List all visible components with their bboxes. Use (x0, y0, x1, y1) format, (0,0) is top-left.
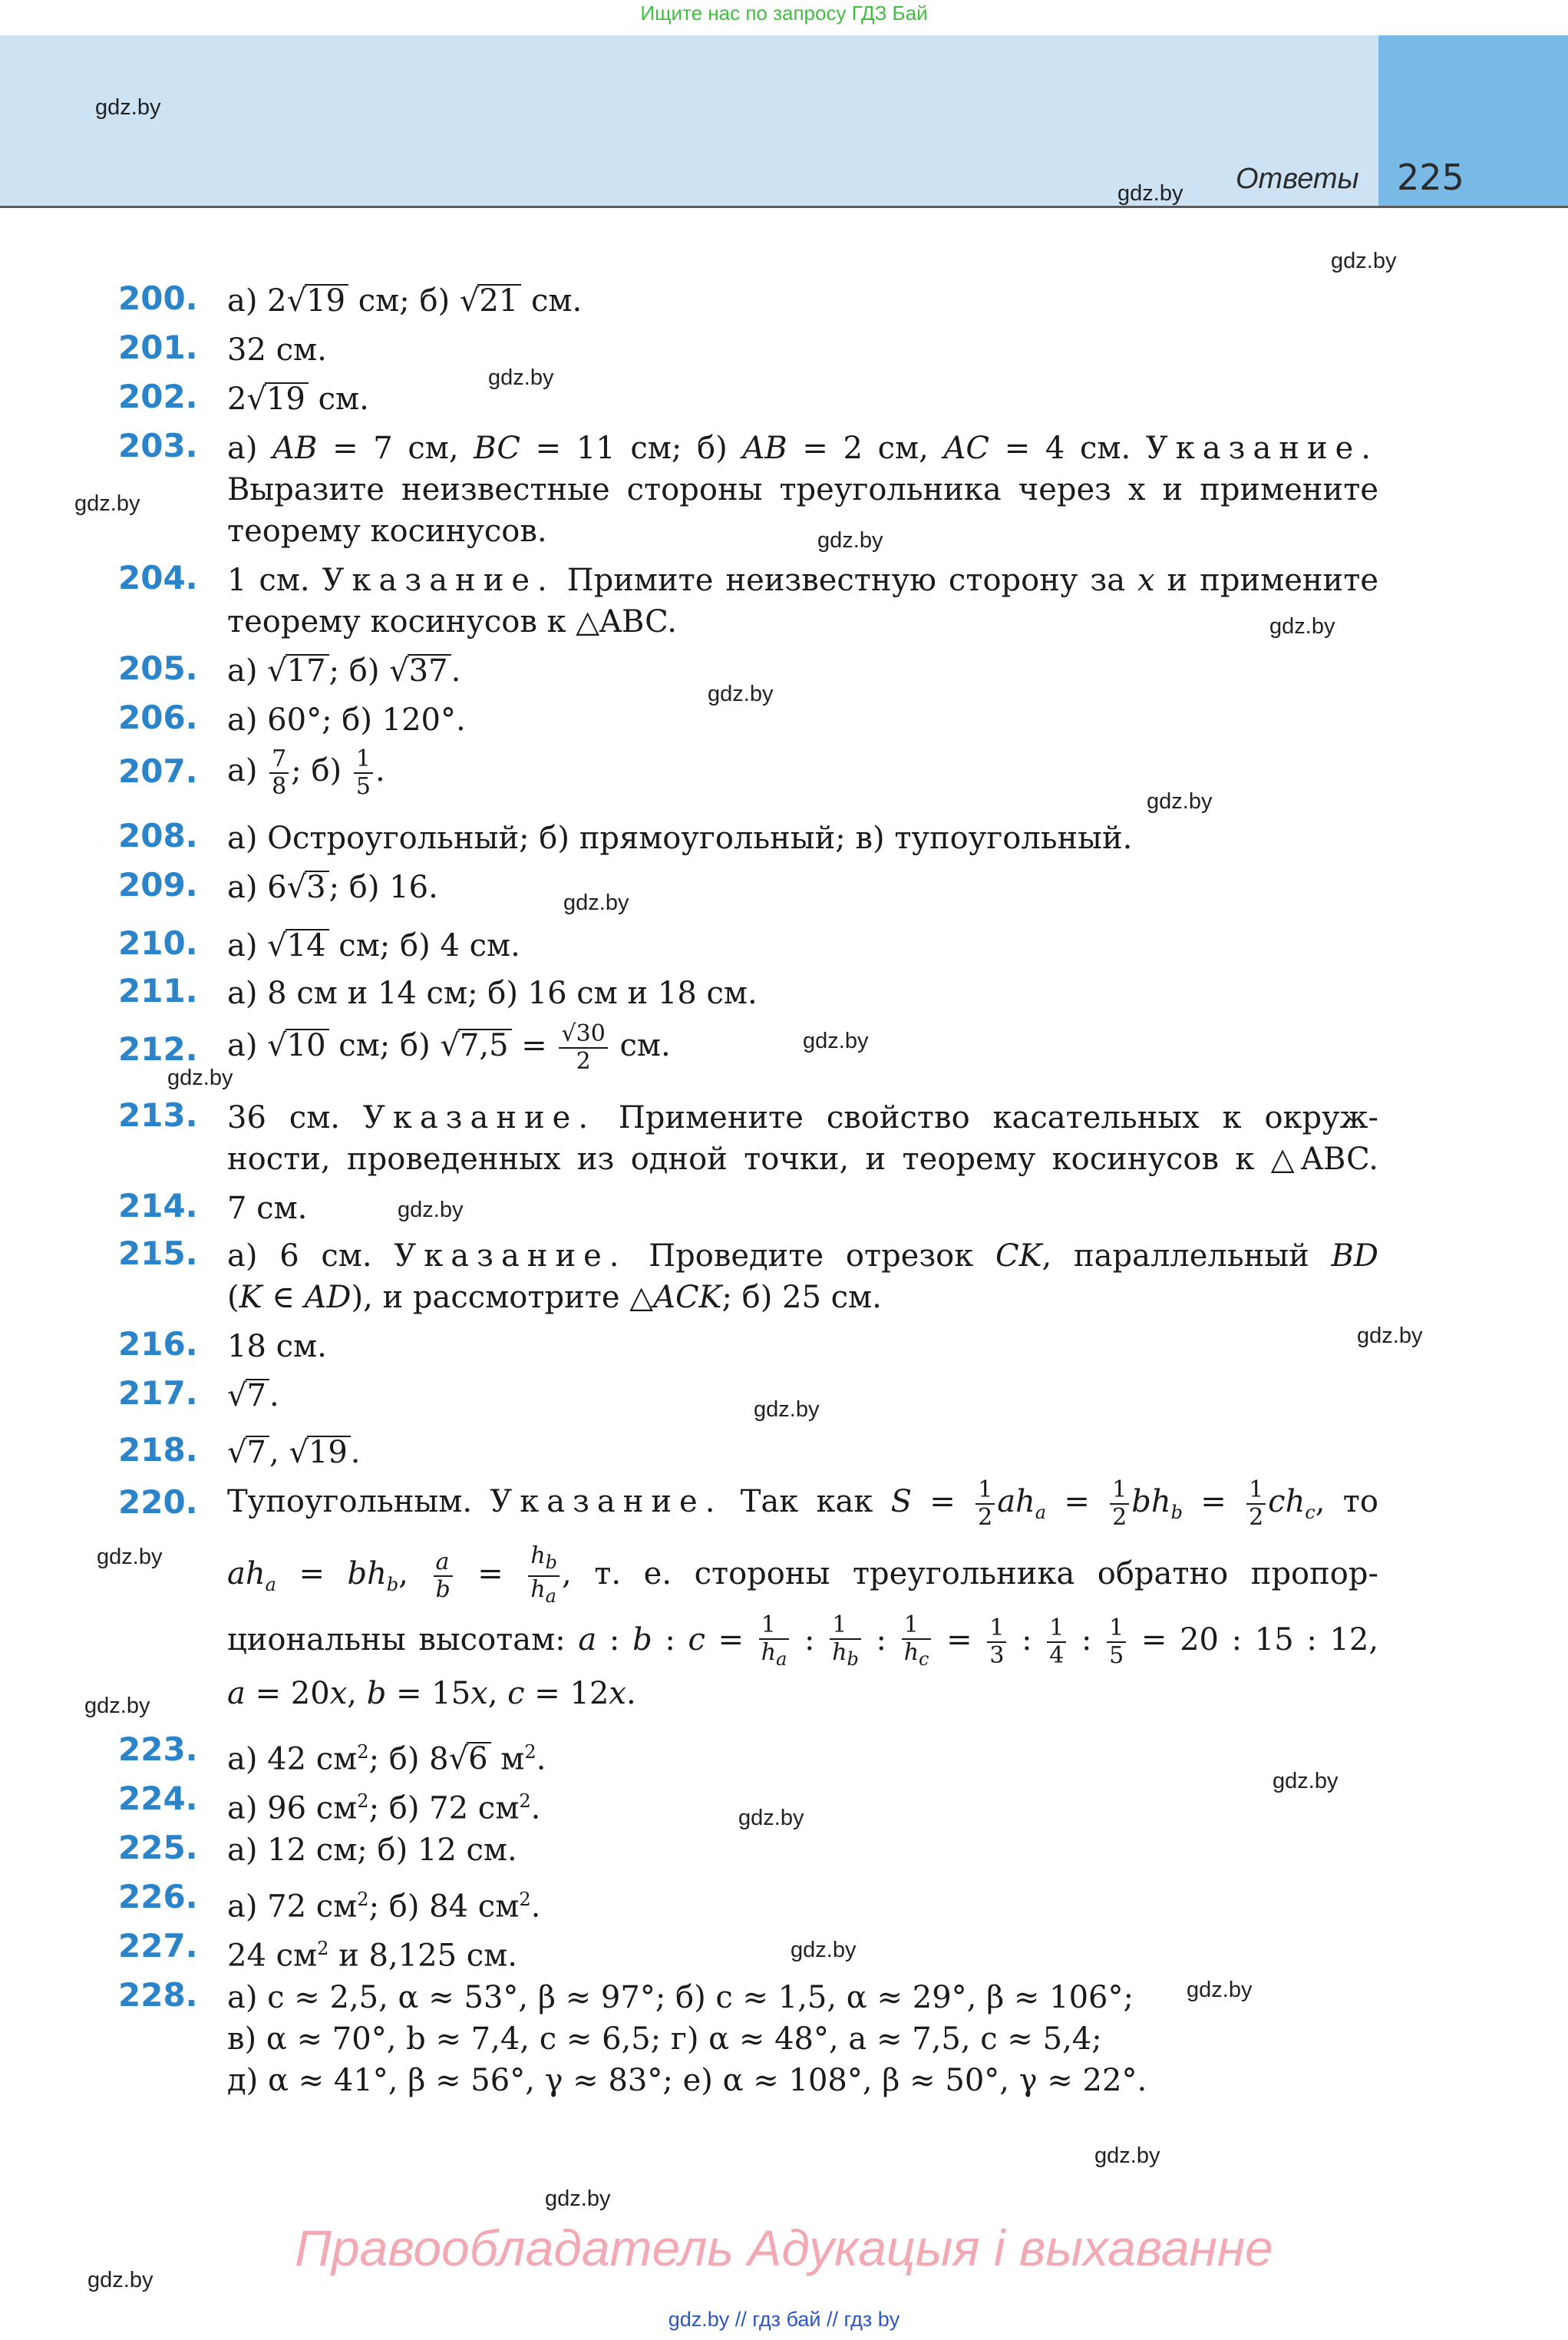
answer-number: 214. (118, 1187, 198, 1225)
watermark: gdz.by (1117, 181, 1183, 206)
answer-number: 216. (118, 1325, 198, 1363)
copyright-watermark: Правообладатель Адукацыя і выхаванне (295, 2219, 1273, 2276)
running-title: Ответы (1236, 163, 1359, 195)
answer-text: а) √17 ; б) √37 . (227, 653, 461, 689)
answer-text: ности, проведенных из одной точки, и теорему косинусов к △ABC. (227, 1142, 1378, 1177)
answer-text: а) 12 см; б) 12 см. (227, 1833, 517, 1868)
answer-number: 204. (118, 559, 198, 597)
answer-text: 32 см. (227, 332, 327, 368)
answer-number: 228. (118, 1976, 198, 2014)
watermark: gdz.by (1269, 614, 1335, 639)
answer-text: а) 8 см и 14 см; б) 16 см и 18 см. (227, 976, 758, 1011)
answer-text: д) α ≈ 41°, β ≈ 56°, γ ≈ 83°; е) α ≈ 108°, β ≈ 50°, γ ≈ 22°. (227, 2063, 1147, 2098)
answer-text: 36 см. Указание. Примените свойство касательных к окруж- (227, 1100, 1378, 1135)
answer-text: а) 72 $см^2$; б) 84 $см^2$. (227, 1889, 541, 1925)
answer-text: 2√19 см. (227, 382, 369, 417)
answer-number: 213. (118, 1096, 198, 1134)
answer-number: 206. (118, 699, 198, 736)
answer-number: 211. (118, 972, 198, 1010)
answer-text: теорему косинусов. (227, 514, 547, 549)
watermark: gdz.by (545, 2186, 611, 2211)
answer-number: 203. (118, 427, 198, 464)
answer-text: а) Остроугольный; б) прямоугольный; в) тупоугольный. (227, 821, 1133, 856)
answer-text: а) c ≈ 2,5, α ≈ 53°, β ≈ 97°; б) c ≈ 1,5, α ≈ 29°, β ≈ 106°; (227, 1980, 1134, 2015)
answer-text: а) 6 см. Указание. Проведите отрезок CK, параллельный BD (227, 1238, 1378, 1274)
watermark: gdz.by (754, 1397, 820, 1422)
answer-text: (K ∈ AD), и рассмотрите △ACK; б) 25 см. (227, 1280, 882, 1315)
answer-text: 1 см. Указание. Примите неизвестную сторону за x и примените (227, 563, 1379, 598)
answer-text: Выразите неизвестные стороны треугольника через x и примените (227, 472, 1378, 507)
answer-number: 224. (118, 1780, 198, 1817)
watermark: gdz.by (803, 1029, 869, 1053)
watermark: gdz.by (97, 1545, 163, 1569)
answer-text: а) 60°; б) 120°. (227, 702, 466, 738)
watermark: gdz.by (1147, 789, 1213, 814)
answer-number: 205. (118, 649, 198, 687)
answer-text: √7 , √19 . (227, 1435, 361, 1470)
page-number: 225 (1397, 157, 1464, 198)
answer-number: 223. (118, 1730, 198, 1768)
answer-text: теорему косинусов к △ABC. (227, 604, 677, 640)
answer-number: 212. (118, 1030, 198, 1068)
answer-text: a = 20x, b = 15x, c = 12x. (227, 1676, 636, 1711)
watermark: gdz.by (1357, 1324, 1423, 1348)
watermark: gdz.by (167, 1066, 233, 1090)
answer-text: а) √10 см; б) √7,5 = $\frac{√30}{2}$ см. (227, 1020, 671, 1075)
answer-number: 207. (118, 752, 198, 790)
watermark: gdz.by (74, 491, 140, 516)
answer-text: в) α ≈ 70°, b ≈ 7,4, c ≈ 6,5; г) α ≈ 48°, a ≈ 7,5, c ≈ 5,4; (227, 2021, 1102, 2057)
watermark: gdz.by (738, 1806, 804, 1830)
answer-text: а) 2√19 см; б) √21 см. (227, 283, 583, 319)
answer-number: 209. (118, 866, 198, 904)
answer-text: а) 42 $см^2$; б) 8√6 $м^2$. (227, 1741, 546, 1777)
watermark: gdz.by (398, 1198, 464, 1222)
answer-text: 24 $см^2$ и 8,125 см. (227, 1938, 517, 1974)
answer-number: 218. (118, 1431, 198, 1469)
watermark: gdz.by (488, 365, 554, 390)
watermark: gdz.by (87, 2268, 153, 2292)
answer-number: 200. (118, 279, 198, 317)
answer-text: а) √14 см; б) 4 см. (227, 928, 520, 963)
watermark: gdz.by (1273, 1769, 1339, 1793)
answer-text: а) 96 $см^2$; б) 72 $см^2$. (227, 1790, 541, 1826)
footer-links[interactable]: gdz.by // гдз бай // гдз by (668, 2308, 900, 2331)
answer-number: 210. (118, 924, 198, 962)
answer-number: 215. (118, 1234, 198, 1272)
top-banner-text: Ищите нас по запросу ГДЗ Бай (640, 2, 928, 25)
watermark: gdz.by (1187, 1978, 1253, 2002)
answer-text: 7 см. (227, 1191, 308, 1226)
answer-number: 225. (118, 1829, 198, 1866)
answer-text: Тупоугольным. Указание. Так как S = $\frac{1}{2}$ $ah_a$ = $\frac{1}{2}$ $bh_b$ = $\frac{1}{2}$ $ch_c$, то (227, 1476, 1378, 1531)
answer-text: а) 6√3 ; б) 16. (227, 870, 438, 905)
watermark: gdz.by (84, 1694, 150, 1718)
answer-number: 227. (118, 1927, 198, 1965)
watermark: gdz.by (1094, 2143, 1160, 2168)
watermark: gdz.by (95, 95, 161, 120)
answer-number: 217. (118, 1374, 198, 1412)
answer-text: 18 см. (227, 1329, 327, 1364)
watermark: gdz.by (791, 1938, 857, 1962)
answer-text: √7 . (227, 1378, 279, 1413)
answer-text: а) $\frac{7}{8}$ ; б) $\frac{1}{5}$ . (227, 745, 385, 800)
answer-number: 220. (118, 1483, 198, 1521)
answer-number: 226. (118, 1878, 198, 1915)
answer-text: $ah_a = bh_b$, $\frac{a}{b}$ = $\frac{h_b}{h_a}$ , т. е. стороны треугольника обратно пропор- (227, 1542, 1378, 1607)
answer-text: а) AB = 7 см, BC = 11 см; б) AB = 2 см, AC = 4 см. Указание. (227, 431, 1378, 466)
watermark: gdz.by (1331, 249, 1397, 273)
answer-number: 208. (118, 817, 198, 854)
header-rule (0, 206, 1568, 208)
watermark: gdz.by (563, 891, 629, 915)
watermark: gdz.by (817, 528, 883, 553)
answer-number: 201. (118, 329, 198, 366)
answer-number: 202. (118, 378, 198, 415)
answer-text: циональны высотам: a : b : c = $\frac{1}{h_a}$ : $\frac{1}{h_b}$ : $\frac{1}{h_c}$ = $\frac{1}{3}$ : $\frac{1}{4}$ : $\frac{1}{5}$ = 20 : 15 : 12, (227, 1611, 1379, 1670)
watermark: gdz.by (708, 682, 774, 706)
